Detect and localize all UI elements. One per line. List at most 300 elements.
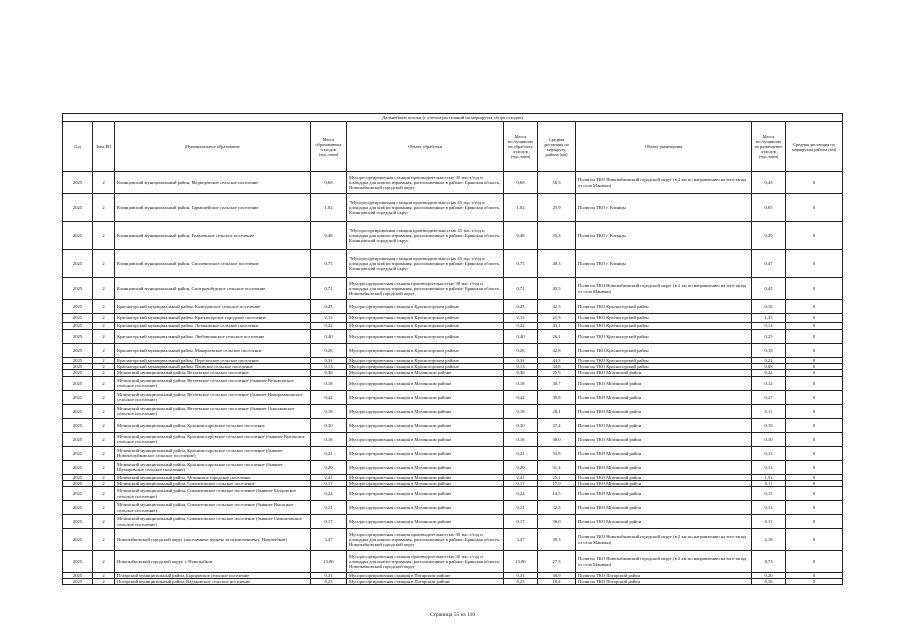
disposal-distance-cell: 0: [786, 404, 843, 418]
processing-mass-cell: 0,36: [504, 370, 538, 376]
processing-object-cell: Мусоросортировочная станция в Мглинском районе: [347, 501, 504, 515]
disposal-mass-cell: 0,14: [752, 323, 786, 330]
column-header: Зона РО: [93, 122, 115, 172]
year-cell: 2025: [63, 480, 93, 486]
processing-distance-cell: 33,8: [538, 446, 576, 460]
waste-mass-cell: 0,30: [311, 418, 347, 432]
disposal-distance-cell: 0: [786, 579, 843, 585]
processing-mass-cell: 0,13: [504, 364, 538, 370]
zone-cell: 2: [93, 487, 115, 501]
municipality-cell: Клинцовский муниципальный район, Смотровобудское сельское поселение: [115, 278, 311, 300]
table-row: [63, 344, 843, 358]
year-cell: 2025: [63, 487, 93, 501]
year-cell: 2025: [63, 358, 93, 364]
disposal-object-cell: Полигон ТКО Мглинский район: [576, 487, 752, 501]
processing-distance-cell: 49,5: [538, 278, 576, 300]
processing-mass-cell: 0,40: [504, 330, 538, 344]
municipality-cell: Клинцовский муниципальный район, Медведевское сельское поселение: [115, 172, 311, 194]
disposal-mass-cell: 0,47: [752, 250, 786, 278]
processing-mass-cell: 0,75: [504, 250, 538, 278]
zone-cell: 2: [93, 418, 115, 432]
column-header: Масса поступивших на обработку отходов (тыс.тонн): [504, 122, 538, 172]
waste-mass-cell: 0,25: [311, 579, 347, 585]
year-cell: 2025: [63, 446, 93, 460]
processing-object-cell: "Мусоросортировочная станция производительностью 45 тыс.т/год и площадка для компостирования, расположенные в районе: Брянская область, Клинцовский городской округ: [347, 222, 504, 250]
processing-distance-cell: 56,3: [538, 172, 576, 194]
column-header: Масса поступивших на размещение отходов (тыс.тонн): [752, 122, 786, 172]
zone-cell: 2: [93, 390, 115, 404]
zone-cell: 2: [93, 323, 115, 330]
municipality-cell: Мглинский муниципальный район, Симонтовское сельское поселение (бывшее Симонтовское сельское поселение): [115, 515, 311, 529]
processing-object-cell: "Мусоросортировочная станция производительностью 45 тыс.т/год и площадка для компостирования, расположенные в районе: Брянская область, Клинцовский городской округ: [347, 250, 504, 278]
processing-distance-cell: 17,0: [538, 480, 576, 486]
disposal-mass-cell: 0,43: [752, 172, 786, 194]
municipality-cell: Красногорский муниципальный район, Любовшанское сельское поселение: [115, 330, 311, 344]
waste-mass-cell: 0,21: [311, 446, 347, 460]
waste-mass-cell: 0,40: [311, 330, 347, 344]
disposal-mass-cell: 2,18: [752, 529, 786, 551]
waste-mass-cell: 0,75: [311, 250, 347, 278]
waste-mass-cell: 0,20: [311, 460, 347, 474]
year-cell: 2025: [63, 278, 93, 300]
disposal-object-cell: Полигон ТКО Мглинский район: [576, 480, 752, 486]
processing-object-cell: Мусоросортировочная станция в Красногорском районе: [347, 314, 504, 323]
disposal-object-cell: Полигон ТКО Красногорский район: [576, 300, 752, 314]
disposal-mass-cell: 0,11: [752, 480, 786, 486]
waste-mass-cell: 0,25: [311, 300, 347, 314]
table-row: [63, 501, 843, 515]
processing-distance-cell: 39,8: [538, 390, 576, 404]
processing-object-cell: Мусоросортировочная станция в Мглинском районе: [347, 390, 504, 404]
processing-distance-cell: 43,1: [538, 323, 576, 330]
municipality-cell: Мглинский муниципальный район, Мглинское городское поселение: [115, 474, 311, 480]
disposal-distance-cell: 0: [786, 376, 843, 390]
disposal-distance-cell: 0: [786, 300, 843, 314]
municipality-cell: Мглинский муниципальный район, Краснокосаровское сельское поселение (бывшее Высокское сельское поселение): [115, 432, 311, 446]
disposal-mass-cell: 0,13: [752, 501, 786, 515]
processing-mass-cell: 0,25: [504, 300, 538, 314]
column-header: Масса образованных отходов (тыс.тонн): [311, 122, 347, 172]
disposal-mass-cell: 0,16: [752, 344, 786, 358]
waste-mass-cell: 0,42: [311, 390, 347, 404]
municipality-cell: Мглинский муниципальный район, Краснокосаровское сельское поселение (бывшее Новочешуйковское сельское поселение): [115, 446, 311, 460]
disposal-object-cell: Полигон ТКО Красногорский район: [576, 364, 752, 370]
disposal-distance-cell: 0: [786, 529, 843, 551]
year-cell: 2025: [63, 474, 93, 480]
processing-object-cell: Мусоросортировочная станция производительностью 30 тыс.т/год и площадка для компостирования, расположенные в районе: Брянская область, Новозыбковский городской округ: [347, 529, 504, 551]
processing-object-cell: Мусоросортировочная станция в Красногорском районе: [347, 330, 504, 344]
processing-distance-cell: 28,1: [538, 404, 576, 418]
disposal-object-cell: Полигон ТКО Новозыбковский городской округ (в 2 км по направлению на юго-запад от села Манюки): [576, 278, 752, 300]
column-header: Средняя дистанция по маршрутам района (км): [786, 122, 843, 172]
processing-distance-cell: 36,0: [538, 515, 576, 529]
zone-cell: 2: [93, 278, 115, 300]
table-row: [63, 300, 843, 314]
disposal-mass-cell: 0,16: [752, 300, 786, 314]
processing-mass-cell: 0,20: [504, 460, 538, 474]
processing-mass-cell: 0,22: [504, 323, 538, 330]
disposal-distance-cell: 0: [786, 551, 843, 573]
zone-cell: 2: [93, 501, 115, 515]
disposal-mass-cell: 0,16: [752, 579, 786, 585]
processing-object-cell: Мусоросортировочная станция в Мглинском районе: [347, 487, 504, 501]
processing-object-cell: Мусоросортировочная станция в Погарском районе: [347, 579, 504, 585]
municipality-cell: Мглинский муниципальный район, Симонтовское сельское поселение (бывшее Высоцкое сельское поселение): [115, 501, 311, 515]
table-row: [63, 222, 843, 250]
disposal-object-cell: Полигон ТКО Красногорский район: [576, 314, 752, 323]
zone-cell: 2: [93, 364, 115, 370]
processing-mass-cell: 0,26: [504, 344, 538, 358]
processing-distance-cell: 34,8: [538, 364, 576, 370]
processing-object-cell: "Мусоросортировочная станция производительностью 45 тыс.т/год и площадка для компостирования, расположенные в районе: Брянская область, Клинцовский городской округ: [347, 194, 504, 222]
disposal-object-cell: Полигон ТКО Мглинский район: [576, 418, 752, 432]
table-row: [63, 515, 843, 529]
year-cell: 2025: [63, 390, 93, 404]
waste-mass-cell: 13,86: [311, 551, 347, 573]
processing-distance-cell: 42,5: [538, 300, 576, 314]
processing-mass-cell: 0,31: [504, 573, 538, 579]
waste-mass-cell: 0,21: [311, 501, 347, 515]
disposal-object-cell: Полигон ТКО Мглинский район: [576, 446, 752, 460]
disposal-object-cell: Полигон ТКО Мглинский район: [576, 501, 752, 515]
disposal-mass-cell: 0,13: [752, 446, 786, 460]
municipality-cell: Красногорский муниципальный район, Красногорское городское поселение: [115, 314, 311, 323]
disposal-object-cell: Полигон ТКО Мглинский район: [576, 515, 752, 529]
zone-cell: 2: [93, 358, 115, 364]
table-row: [63, 278, 843, 300]
disposal-distance-cell: 0: [786, 194, 843, 222]
disposal-object-cell: Полигон ТКО Погарский район: [576, 573, 752, 579]
zone-cell: 2: [93, 370, 115, 376]
disposal-mass-cell: 0,11: [752, 404, 786, 418]
processing-distance-cell: 39,3: [538, 529, 576, 551]
processing-distance-cell: 40,3: [538, 250, 576, 278]
processing-distance-cell: 37,4: [538, 418, 576, 432]
data-table: [62, 113, 843, 585]
zone-cell: 2: [93, 172, 115, 194]
processing-distance-cell: 25,9: [538, 194, 576, 222]
year-cell: 2025: [63, 250, 93, 278]
waste-mass-cell: 0,26: [311, 344, 347, 358]
table-row: [63, 418, 843, 432]
disposal-object-cell: Полигон ТКО Погарский район: [576, 579, 752, 585]
disposal-object-cell: Полигон ТКО г. Клинцы: [576, 222, 752, 250]
column-header: Средняя дистанция по маршруту, района (км): [538, 122, 576, 172]
municipality-cell: Красногорский муниципальный район, Лотаковское сельское поселение: [115, 323, 311, 330]
table-row: [63, 194, 843, 222]
municipality-cell: Клинцовский муниципальный район, Смолевичское сельское поселение: [115, 250, 311, 278]
year-cell: 2025: [63, 222, 93, 250]
waste-mass-cell: 1,02: [311, 194, 347, 222]
processing-object-cell: Мусоросортировочная станция в Мглинском районе: [347, 376, 504, 390]
municipality-cell: Красногорский муниципальный район, Яловское сельское поселение: [115, 364, 311, 370]
municipality-cell: Новозыбковский городской округ (населенные пункты за исключением г. Новозыбков): [115, 529, 311, 551]
page-footer: Страница 55 из 110: [429, 612, 476, 618]
processing-mass-cell: 2,15: [504, 314, 538, 323]
disposal-object-cell: Полигон ТКО Мглинский район: [576, 390, 752, 404]
municipality-cell: Мглинский муниципальный район, Ветлевское сельское поселение (бывшее Осколковское сельское поселение): [115, 404, 311, 418]
year-cell: 2025: [63, 172, 93, 194]
zone-cell: 2: [93, 432, 115, 446]
disposal-distance-cell: 0: [786, 370, 843, 376]
disposal-distance-cell: 0: [786, 278, 843, 300]
disposal-distance-cell: 0: [786, 446, 843, 460]
waste-mass-cell: 0,24: [311, 487, 347, 501]
disposal-distance-cell: 0: [786, 323, 843, 330]
column-header: Объект размещения: [576, 122, 752, 172]
waste-mass-cell: 0,34: [311, 358, 347, 364]
column-header: Год: [63, 122, 93, 172]
municipality-cell: Клинцовский муниципальный район, Рожновское сельское поселение: [115, 222, 311, 250]
year-cell: 2025: [63, 404, 93, 418]
processing-mass-cell: 0,24: [504, 487, 538, 501]
processing-mass-cell: 1,02: [504, 194, 538, 222]
processing-distance-cell: 42,8: [538, 344, 576, 358]
zone-cell: 2: [93, 376, 115, 390]
year-cell: 2025: [63, 515, 93, 529]
processing-object-cell: Мусоросортировочная станция в Мглинском районе: [347, 446, 504, 460]
disposal-distance-cell: 0: [786, 487, 843, 501]
disposal-mass-cell: 0,10: [752, 432, 786, 446]
processing-object-cell: Мусоросортировочная станция в Мглинском районе: [347, 460, 504, 474]
disposal-distance-cell: 0: [786, 390, 843, 404]
disposal-mass-cell: 1,52: [752, 474, 786, 480]
processing-object-cell: Мусоросортировочная станция в Красногорском районе: [347, 364, 504, 370]
processing-object-cell: Мусоросортировочная станция в Красногорском районе: [347, 323, 504, 330]
waste-mass-cell: 3,47: [311, 529, 347, 551]
processing-mass-cell: 0,25: [504, 579, 538, 585]
disposal-distance-cell: 0: [786, 222, 843, 250]
zone-cell: 2: [93, 330, 115, 344]
processing-mass-cell: 0,16: [504, 432, 538, 446]
disposal-distance-cell: 0: [786, 480, 843, 486]
municipality-cell: Погарский муниципальный район, Борщовское сельское поселение: [115, 573, 311, 579]
year-cell: 2025: [63, 314, 93, 323]
processing-distance-cell: 30,7: [538, 376, 576, 390]
processing-mass-cell: 0,18: [504, 376, 538, 390]
table-row: [63, 390, 843, 404]
disposal-mass-cell: 0,25: [752, 330, 786, 344]
year-cell: 2025: [63, 460, 93, 474]
processing-distance-cell: 26,1: [538, 330, 576, 344]
municipality-cell: Красногорский муниципальный район, Колюдовское сельское поселение: [115, 300, 311, 314]
processing-distance-cell: 21,3: [538, 314, 576, 323]
table-row: [63, 404, 843, 418]
municipality-cell: Мглинский муниципальный район, Краснокосаровское сельское поселение: [115, 418, 311, 432]
disposal-object-cell: Полигон ТКО Красногорский район: [576, 323, 752, 330]
disposal-distance-cell: 0: [786, 460, 843, 474]
disposal-distance-cell: 0: [786, 330, 843, 344]
year-cell: 2025: [63, 344, 93, 358]
table-row: [63, 314, 843, 323]
zone-cell: 2: [93, 551, 115, 573]
table-row: [63, 551, 843, 573]
table-row: [63, 250, 843, 278]
disposal-object-cell: Полигон ТКО Красногорский район: [576, 358, 752, 364]
disposal-object-cell: Полигон ТКО Мглинский район: [576, 370, 752, 376]
processing-distance-cell: 14,5: [538, 487, 576, 501]
disposal-distance-cell: 0: [786, 364, 843, 370]
zone-cell: 2: [93, 480, 115, 486]
waste-mass-cell: 0,22: [311, 323, 347, 330]
municipality-cell: Мглинский муниципальный район, Ветлевское сельское поселение (бывшее Вельжичское сельское поселение): [115, 376, 311, 390]
year-cell: 2025: [63, 370, 93, 376]
disposal-distance-cell: 0: [786, 358, 843, 364]
disposal-object-cell: Полигон ТКО Мглинский район: [576, 474, 752, 480]
zone-cell: 2: [93, 529, 115, 551]
year-cell: 2025: [63, 418, 93, 432]
disposal-mass-cell: 0,12: [752, 376, 786, 390]
zone-cell: 2: [93, 515, 115, 529]
zone-cell: 2: [93, 446, 115, 460]
municipality-cell: Погарский муниципальный район, Вадьковское сельское поселение: [115, 579, 311, 585]
disposal-distance-cell: 0: [786, 250, 843, 278]
processing-mass-cell: 0,46: [504, 222, 538, 250]
year-cell: 2025: [63, 300, 93, 314]
year-cell: 2025: [63, 579, 93, 585]
waste-mass-cell: 0,18: [311, 376, 347, 390]
disposal-mass-cell: 0,29: [752, 222, 786, 250]
processing-distance-cell: 44,3: [538, 358, 576, 364]
zone-cell: 2: [93, 300, 115, 314]
disposal-object-cell: Полигон ТКО Новозыбковский городской округ (в 2 км по направлению на юго-запад от села Манюки): [576, 172, 752, 194]
disposal-mass-cell: 8,73: [752, 551, 786, 573]
processing-object-cell: Мусоросортировочная станция в Красногорском районе: [347, 358, 504, 364]
waste-mass-cell: 2,41: [311, 474, 347, 480]
year-cell: 2025: [63, 573, 93, 579]
zone-cell: 2: [93, 344, 115, 358]
disposal-object-cell: Полигон ТКО Мглинский район: [576, 432, 752, 446]
disposal-mass-cell: 1,35: [752, 314, 786, 323]
disposal-object-cell: Полигон ТКО Красногорский район: [576, 330, 752, 344]
disposal-distance-cell: 0: [786, 344, 843, 358]
processing-mass-cell: 0,18: [504, 404, 538, 418]
waste-mass-cell: 2,15: [311, 314, 347, 323]
processing-mass-cell: 0,21: [504, 446, 538, 460]
year-cell: 2025: [63, 323, 93, 330]
disposal-mass-cell: 0,15: [752, 487, 786, 501]
disposal-object-cell: Полигон ТКО Новозыбковский городской округ (в 2 км по направлению на юго-запад от села Манюки): [576, 529, 752, 551]
waste-mass-cell: 0,71: [311, 278, 347, 300]
processing-distance-cell: 27,3: [538, 551, 576, 573]
processing-distance-cell: 32,3: [538, 501, 576, 515]
year-cell: 2025: [63, 330, 93, 344]
waste-mass-cell: 0,17: [311, 515, 347, 529]
disposal-object-cell: Полигон ТКО г. Клинцы: [576, 194, 752, 222]
waste-mass-cell: 0,31: [311, 573, 347, 579]
table-row: [63, 330, 843, 344]
processing-object-cell: Мусоросортировочная станция в Мглинском районе: [347, 432, 504, 446]
disposal-mass-cell: 0,21: [752, 358, 786, 364]
processing-distance-cell: 35,3: [538, 222, 576, 250]
processing-mass-cell: 0,17: [504, 515, 538, 529]
year-cell: 2025: [63, 376, 93, 390]
zone-cell: 2: [93, 194, 115, 222]
processing-mass-cell: 3,47: [504, 529, 538, 551]
disposal-mass-cell: 0,19: [752, 418, 786, 432]
disposal-object-cell: Полигон ТКО Мглинский район: [576, 376, 752, 390]
table-row: [63, 323, 843, 330]
municipality-cell: Красногорский муниципальный район, Перелазское сельское поселение: [115, 358, 311, 364]
year-cell: 2025: [63, 529, 93, 551]
table-row: [63, 579, 843, 585]
processing-object-cell: Мусоросортировочная станция в Мглинском районе: [347, 474, 504, 480]
disposal-mass-cell: 0,20: [752, 573, 786, 579]
zone-cell: 2: [93, 460, 115, 474]
municipality-cell: Мглинский муниципальный район, Симонтовское сельское поселение: [115, 480, 311, 486]
processing-distance-cell: 38,9: [538, 573, 576, 579]
disposal-mass-cell: 0,13: [752, 460, 786, 474]
processing-mass-cell: 0,30: [504, 418, 538, 432]
waste-mass-cell: 0,36: [311, 370, 347, 376]
disposal-distance-cell: 0: [786, 573, 843, 579]
waste-mass-cell: 0,13: [311, 364, 347, 370]
disposal-distance-cell: 0: [786, 418, 843, 432]
disposal-distance-cell: 0: [786, 515, 843, 529]
municipality-cell: Мглинский муниципальный район, Ветлевское сельское поселение (бывшее Новоромановское сельское поселение): [115, 390, 311, 404]
processing-object-cell: Мусоросортировочная станция производительностью 30 тыс.т/год и площадка для компостирования, расположенные в районе: Брянская область, Новозыбковский городской округ: [347, 551, 504, 573]
year-cell: 2025: [63, 432, 93, 446]
processing-object-cell: Мусоросортировочная станция производительностью 30 тыс.т/год и площадка для компостирования, расположенные в районе: Брянская область, Новозыбковский городской округ: [347, 172, 504, 194]
table-row: [63, 529, 843, 551]
table-row: [63, 460, 843, 474]
year-cell: 2025: [63, 364, 93, 370]
processing-object-cell: Мусоросортировочная станция в Мглинском районе: [347, 404, 504, 418]
disposal-object-cell: Полигон ТКО Красногорский район: [576, 344, 752, 358]
disposal-object-cell: Полигон ТКО г. Клинцы: [576, 250, 752, 278]
disposal-distance-cell: 0: [786, 432, 843, 446]
processing-mass-cell: 0,68: [504, 172, 538, 194]
year-cell: 2025: [63, 551, 93, 573]
zone-cell: 2: [93, 404, 115, 418]
processing-mass-cell: 0,71: [504, 278, 538, 300]
disposal-mass-cell: 0,08: [752, 364, 786, 370]
table-row: [63, 172, 843, 194]
disposal-mass-cell: 0,65: [752, 194, 786, 222]
disposal-distance-cell: 0: [786, 314, 843, 323]
processing-distance-cell: 31,4: [538, 460, 576, 474]
disposal-distance-cell: 0: [786, 474, 843, 480]
municipality-cell: Мглинский муниципальный район, Краснокосаровское сельское поселение (бывшее Шумаровское сельское поселение): [115, 460, 311, 474]
processing-object-cell: Мусоросортировочная станция в Мглинском районе: [347, 480, 504, 486]
table-caption: Дальнейшие потоки (с учетом расстояний на маршрутах сбора отходов): [63, 114, 843, 122]
table-row: [63, 446, 843, 460]
processing-object-cell: Мусоросортировочная станция в Погарском районе: [347, 573, 504, 579]
processing-object-cell: Мусоросортировочная станция в Мглинском районе: [347, 418, 504, 432]
municipality-cell: Красногорский муниципальный район, Макарьевское сельское поселение: [115, 344, 311, 358]
municipality-cell: Мглинский муниципальный район, Ветлевское сельское поселение: [115, 370, 311, 376]
disposal-distance-cell: 0: [786, 172, 843, 194]
zone-cell: 2: [93, 474, 115, 480]
year-cell: 2025: [63, 194, 93, 222]
processing-distance-cell: 25,9: [538, 370, 576, 376]
processing-mass-cell: 13,86: [504, 551, 538, 573]
zone-cell: 2: [93, 579, 115, 585]
disposal-mass-cell: 0,11: [752, 515, 786, 529]
processing-distance-cell: 25,1: [538, 474, 576, 480]
processing-mass-cell: 0,17: [504, 480, 538, 486]
zone-cell: 2: [93, 314, 115, 323]
disposal-object-cell: Полигон ТКО Новозыбковский городской округ (в 2 км по направлению на юго-запад от села Манюки): [576, 551, 752, 573]
processing-object-cell: Мусоросортировочная станция производительностью 30 тыс.т/год и площадка для компостирования, расположенные в районе: Брянская область, Новозыбковский городской округ: [347, 278, 504, 300]
disposal-mass-cell: 0,22: [752, 370, 786, 376]
waste-mass-cell: 0,46: [311, 222, 347, 250]
zone-cell: 2: [93, 222, 115, 250]
processing-object-cell: Мусоросортировочная станция в Красногорском районе: [347, 344, 504, 358]
processing-mass-cell: 0,34: [504, 358, 538, 364]
zone-cell: 2: [93, 573, 115, 579]
table-row: [63, 487, 843, 501]
